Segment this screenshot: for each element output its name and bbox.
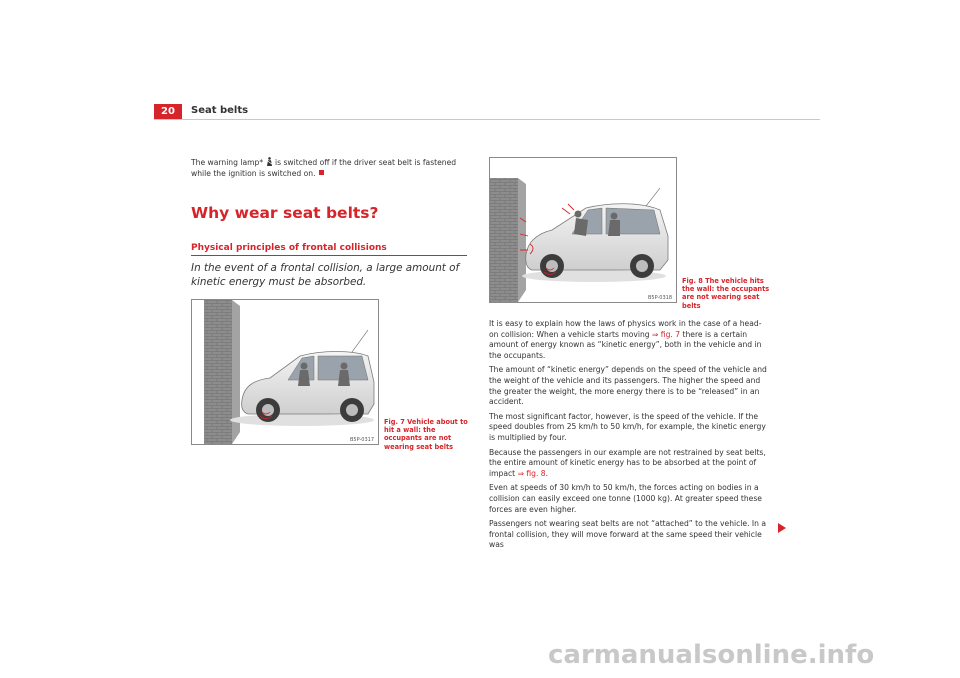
figure-7	[191, 299, 379, 445]
p4-text-b: .	[545, 468, 549, 478]
body-paragraph-6: Passengers not wearing seat belts are not “attached” to the vehicle. In a frontal collision, they will move forward at the same speed their vehicle was	[489, 519, 767, 550]
header-title: Seat belts	[191, 105, 249, 116]
figure-7-illustration	[192, 300, 378, 444]
intro-text-after: is switched off if the driver seat belt is fastened while the ignition is switched on.	[191, 158, 457, 178]
figure-7-code: B5P-0317	[349, 437, 374, 443]
page-number: 20	[154, 104, 182, 120]
body-paragraph-2: The amount of “kinetic energy” depends on the speed of the vehicle and the weight of the vehicle and its passengers. The higher the speed and the greater the weight, the more energy there is to be “released” in an accident.	[489, 365, 767, 407]
body-paragraph-5: Even at speeds of 30 km/h to 50 km/h, the forces acting on bodies in a collision can easily exceed one tonne (1000 kg). At greater speed these forces are even higher.	[489, 483, 762, 514]
fig8-reference-link[interactable]: ⇒ fig. 8	[517, 468, 546, 478]
body-paragraph-1	[489, 319, 771, 361]
fig7-reference-link[interactable]: ⇒ fig. 7	[652, 329, 681, 339]
lead-paragraph: In the event of a frontal collision, a large amount of kinetic energy must be absorbed.	[191, 262, 460, 288]
subsection-title: Physical principles of frontal collisions	[191, 243, 467, 256]
continue-arrow-icon	[778, 523, 786, 533]
p1-text-a: It is easy to explain how the laws of physics work in the case of a head-on collision: When a vehicle starts moving	[489, 319, 762, 339]
seatbelt-warning-icon	[266, 158, 273, 167]
section-title: Why wear seat belts?	[191, 204, 379, 222]
header-rule	[154, 119, 820, 120]
end-of-section-icon	[319, 170, 324, 175]
body-paragraph-4	[489, 448, 771, 480]
figure-8-caption: Fig. 8 The vehicle hits the wall: the occupants are not wearing seat belts	[682, 277, 770, 310]
figure-8-illustration	[490, 158, 676, 302]
watermark: carmanualsonline.info	[548, 640, 875, 670]
p1-text-b: there is a certain amount of energy known as “kinetic energy”, both in the vehicle and in the occupants.	[489, 329, 762, 360]
figure-7-caption: Fig. 7 Vehicle about to hit a wall: the occupants are not wearing seat belts	[384, 418, 468, 451]
figure-8	[489, 157, 677, 303]
body-paragraph-3: The most significant factor, however, is the speed of the vehicle. If the speed doubles from 25 km/h to 50 km/h, for example, the kinetic energy is multiplied by four.	[489, 411, 766, 442]
figure-8-code: B5P-0318	[647, 295, 672, 301]
intro-paragraph	[191, 157, 473, 179]
intro-text-before: The warning lamp*	[191, 158, 266, 167]
p4-text-a: Because the passengers in our example are not restrained by seat belts, the entire amount of kinetic energy has to be absorbed at the point of impact	[489, 447, 766, 478]
body-text-column	[489, 319, 771, 555]
